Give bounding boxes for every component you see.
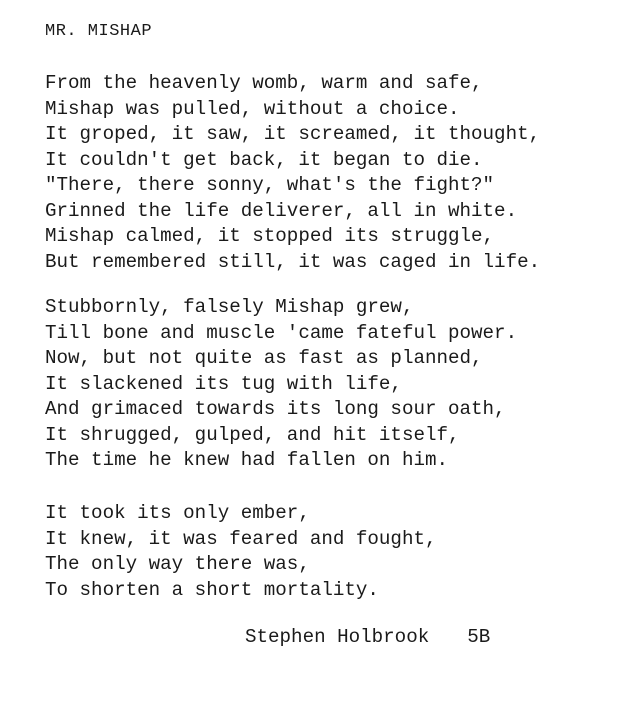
stanza-2 [45, 295, 517, 474]
poem-line: It took its only ember, [45, 502, 310, 524]
poem-line: It groped, it saw, it screamed, it thought, [45, 123, 541, 145]
poem-line: Now, but not quite as fast as planned, [45, 347, 483, 369]
poem-line: And grimaced towards its long sour oath, [45, 398, 506, 420]
poem-line: It knew, it was feared and fought, [45, 527, 437, 550]
poem-line: Grinned the life deliverer, all in white. [45, 199, 518, 222]
signature [245, 626, 490, 648]
poem-line: Mishap calmed, it stopped its struggle, [45, 225, 495, 247]
poem-line: The only way there was, [45, 553, 310, 575]
stanza-3 [45, 501, 437, 603]
poem-line: To shorten a short mortality. [45, 578, 379, 601]
poem-line: Till bone and muscle 'came fateful power. [45, 321, 518, 344]
poem-line: Stubbornly, falsely Mishap grew, [45, 296, 414, 318]
poem-line: But remembered still, it was caged in life. [45, 250, 541, 273]
poem-line: It slackened its tug with life, [45, 372, 402, 395]
poem-line: The time he knew had fallen on him. [45, 449, 449, 471]
author-name: Stephen Holbrook [245, 626, 430, 648]
poem-line: Mishap was pulled, without a choice. [45, 97, 460, 120]
poem-title: MR. MISHAP [45, 22, 153, 41]
poem-line: It couldn't get back, it began to die. [45, 148, 483, 171]
class-label: 5B [467, 626, 491, 648]
poem-line: "There, there sonny, what's the fight?" [45, 174, 495, 196]
poem-line: It shrugged, gulped, and hit itself, [45, 423, 460, 446]
stanza-1 [45, 71, 540, 275]
poem-line: From the heavenly womb, warm and safe, [45, 72, 483, 94]
